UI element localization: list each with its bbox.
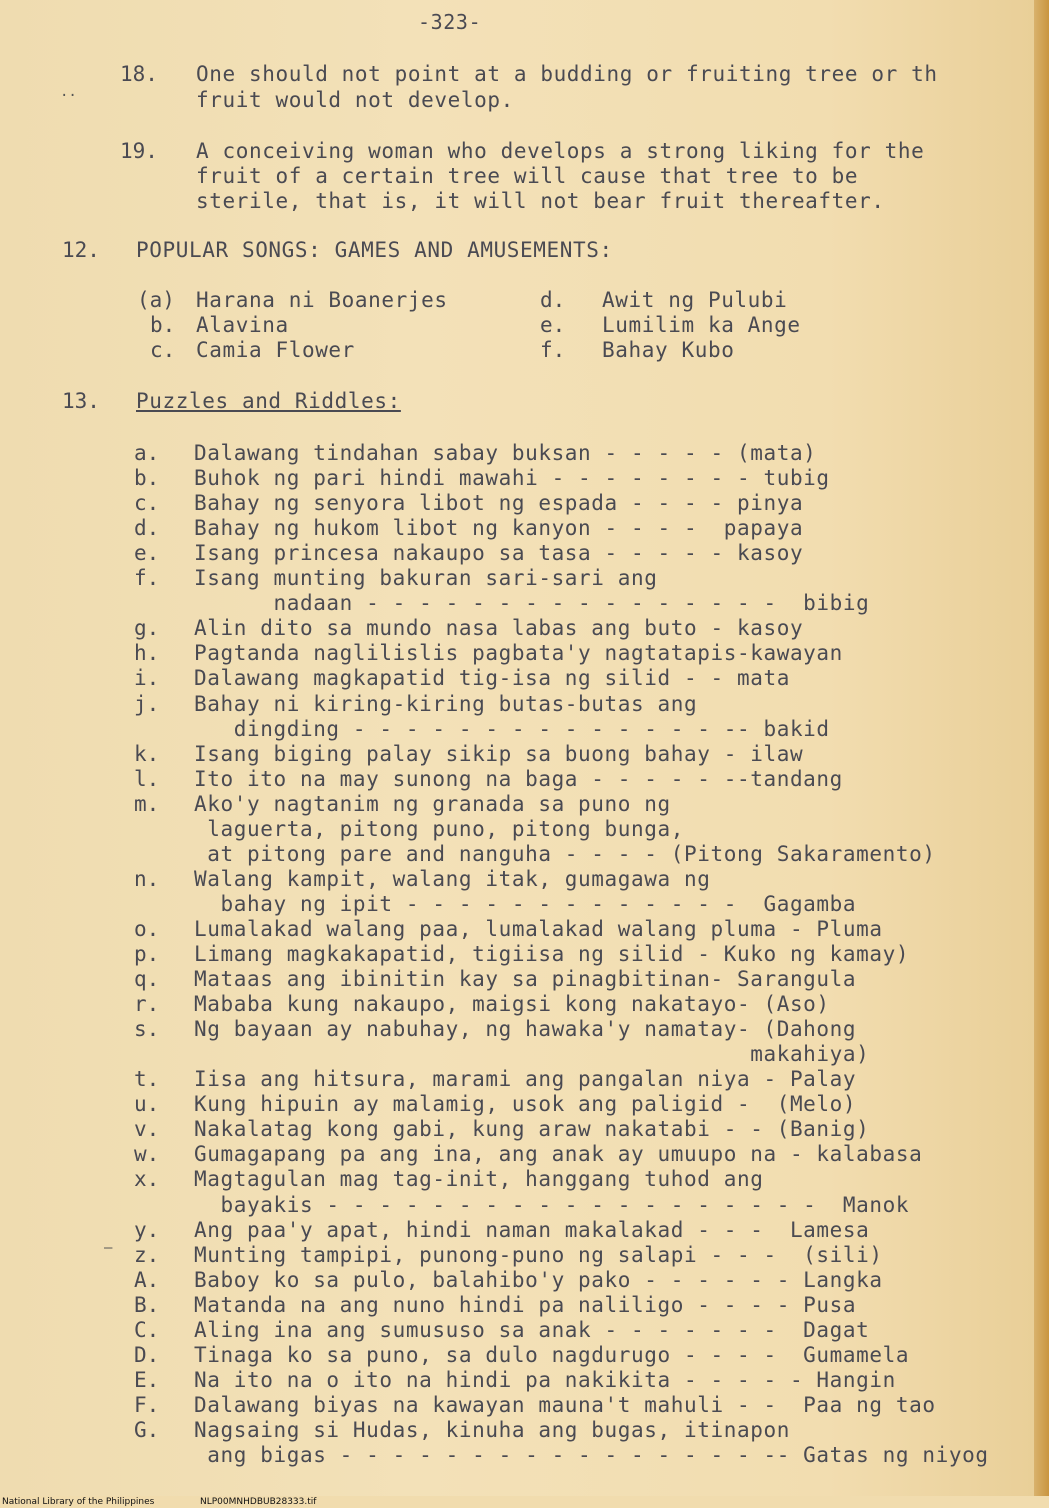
song-title: Camia Flower bbox=[196, 338, 355, 362]
riddle-label: y. bbox=[134, 1218, 160, 1242]
item-18-line: fruit would not develop. bbox=[196, 88, 514, 112]
riddle-text: laguerta, pitong puno, pitong bunga, bbox=[194, 817, 684, 841]
riddle-text: Aling ina ang sumususo sa anak - - - - - - - Dagat bbox=[194, 1318, 870, 1342]
section-12-number: 12. bbox=[62, 238, 100, 262]
riddle-label: h. bbox=[134, 641, 160, 665]
riddle-text: Ang paa'y apat, hindi naman makalakad - - - Lamesa bbox=[194, 1218, 870, 1242]
riddle-text: bahay ng ipit - - - - - - - - - - - - - Gagamba bbox=[194, 892, 857, 916]
riddle-text: nadaan - - - - - - - - - - - - - - - - bibig bbox=[194, 591, 870, 615]
riddle-label: a. bbox=[134, 441, 160, 465]
item-19-line: sterile, that is, it will not bear fruit thereafter. bbox=[196, 189, 885, 213]
riddle-text: Dalawang biyas na kawayan mauna't mahuli - - Paa ng tao bbox=[194, 1393, 936, 1417]
riddle-text: Ito ito na may sunong na baga - - - - - --tandang bbox=[194, 767, 843, 791]
riddle-text: Isang munting bakuran sari-sari ang bbox=[194, 566, 658, 590]
riddle-label: G. bbox=[134, 1418, 160, 1442]
riddle-text: Gumagapang pa ang ina, ang anak ay umuupo na - kalabasa bbox=[194, 1142, 923, 1166]
riddle-text: Nagsaing si Hudas, kinuha ang bugas, itinapon bbox=[194, 1418, 790, 1442]
riddle-label: f. bbox=[134, 566, 160, 590]
riddle-label: v. bbox=[134, 1117, 160, 1141]
riddle-label: c. bbox=[134, 491, 160, 515]
riddle-label: D. bbox=[134, 1343, 160, 1367]
footer-source: National Library of the Philippines bbox=[2, 1497, 155, 1507]
riddle-label: j. bbox=[134, 692, 160, 716]
song-label: (a) bbox=[137, 288, 175, 312]
riddle-label: g. bbox=[134, 616, 160, 640]
song-title: Harana ni Boanerjes bbox=[196, 288, 448, 312]
riddle-text: Nakalatag kong gabi, kung araw nakatabi - - (Banig) bbox=[194, 1117, 870, 1141]
riddle-label: s. bbox=[134, 1017, 160, 1041]
riddle-label: l. bbox=[134, 767, 160, 791]
riddle-text: Dalawang magkapatid tig-isa ng silid - - mata bbox=[194, 666, 790, 690]
riddle-text: Baboy ko sa pulo, balahibo'y pako - - - - - - Langka bbox=[194, 1268, 883, 1292]
song-label: c. bbox=[150, 338, 176, 362]
riddle-label: n. bbox=[134, 867, 160, 891]
riddle-label: z. bbox=[134, 1243, 160, 1267]
page-number: -323- bbox=[418, 10, 482, 34]
riddle-label: x. bbox=[134, 1167, 160, 1191]
riddle-label: o. bbox=[134, 917, 160, 941]
section-12-title: POPULAR SONGS: GAMES AND AMUSEMENTS: bbox=[136, 238, 613, 262]
song-title: Alavina bbox=[196, 313, 289, 337]
song-label: b. bbox=[150, 313, 176, 337]
item-19-line: fruit of a certain tree will cause that tree to be bbox=[196, 164, 859, 188]
riddle-text: at pitong pare and nanguha - - - - (Pitong Sakaramento) bbox=[194, 842, 936, 866]
riddle-label: C. bbox=[134, 1318, 160, 1342]
riddle-text: Mababa kung nakaupo, maigsi kong nakatayo- (Aso) bbox=[194, 992, 830, 1016]
song-label: e. bbox=[540, 313, 566, 337]
riddle-text: Matanda na ang nuno hindi pa naliligo - - - - Pusa bbox=[194, 1293, 857, 1317]
riddle-text: Ng bayaan ay nabuhay, ng hawaka'y namatay- (Dahong bbox=[194, 1017, 857, 1041]
riddle-label: w. bbox=[134, 1142, 160, 1166]
riddle-text: makahiya) bbox=[194, 1042, 870, 1066]
song-title: Lumilim ka Ange bbox=[602, 313, 801, 337]
riddle-label: r. bbox=[134, 992, 160, 1016]
riddle-text: Limang magkakapatid, tigiisa ng silid - Kuko ng kamay) bbox=[194, 942, 910, 966]
riddle-text: Bahay ni kiring-kiring butas-butas ang bbox=[194, 692, 698, 716]
song-title: Awit ng Pulubi bbox=[602, 288, 788, 312]
riddle-text: Dalawang tindahan sabay buksan - - - - - (mata) bbox=[194, 441, 817, 465]
page-edge bbox=[1034, 0, 1049, 1496]
riddle-label: u. bbox=[134, 1092, 160, 1116]
riddle-label: t. bbox=[134, 1067, 160, 1091]
riddle-label: B. bbox=[134, 1293, 160, 1317]
riddle-text: dingding - - - - - - - - - - - - - - -- bakid bbox=[194, 717, 830, 741]
riddle-label: d. bbox=[134, 516, 160, 540]
item-18-line: One should not point at a budding or fruiting tree or th bbox=[196, 62, 938, 86]
item-19-line: A conceiving woman who develops a strong liking for the bbox=[196, 139, 925, 163]
riddle-label: q. bbox=[134, 967, 160, 991]
item-19-number: 19. bbox=[120, 139, 158, 163]
riddle-label: k. bbox=[134, 742, 160, 766]
song-label: f. bbox=[540, 338, 566, 362]
riddle-text: Munting tampipi, punong-puno ng salapi - - - (sili) bbox=[194, 1243, 883, 1267]
riddle-text: Ako'y nagtanim ng granada sa puno ng bbox=[194, 792, 671, 816]
riddle-label: m. bbox=[134, 792, 160, 816]
riddle-text: Tinaga ko sa puno, sa dulo nagdurugo - - - - Gumamela bbox=[194, 1343, 910, 1367]
margin-mark: — bbox=[104, 1240, 113, 1256]
footer-filename: NLP00MNHDBUB28333.tif bbox=[200, 1497, 317, 1507]
riddle-text: Na ito na o ito na hindi pa nakikita - - - - - Hangin bbox=[194, 1368, 896, 1392]
riddle-text: Bahay ng hukom libot ng kanyon - - - - papaya bbox=[194, 516, 804, 540]
riddle-text: bayakis - - - - - - - - - - - - - - - - - - - Manok bbox=[194, 1193, 910, 1217]
riddle-label: b. bbox=[134, 466, 160, 490]
riddle-text: Magtagulan mag tag-init, hanggang tuhod ang bbox=[194, 1167, 764, 1191]
riddle-label: E. bbox=[134, 1368, 160, 1392]
riddle-text: Walang kampit, walang itak, gumagawa ng bbox=[194, 867, 711, 891]
item-18-number: 18. bbox=[120, 62, 158, 86]
riddle-label: A. bbox=[134, 1268, 160, 1292]
riddle-text: Kung hipuin ay malamig, usok ang paligid - (Melo) bbox=[194, 1092, 857, 1116]
riddle-text: Pagtanda naglilislis pagbata'y nagtatapis-kawayan bbox=[194, 641, 843, 665]
riddle-text: Iisa ang hitsura, marami ang pangalan niya - Palay bbox=[194, 1067, 857, 1091]
riddle-text: Isang princesa nakaupo sa tasa - - - - - kasoy bbox=[194, 541, 804, 565]
riddle-text: Bahay ng senyora libot ng espada - - - - pinya bbox=[194, 491, 804, 515]
margin-mark: ·· bbox=[60, 88, 77, 104]
song-title: Bahay Kubo bbox=[602, 338, 735, 362]
riddle-label: i. bbox=[134, 666, 160, 690]
riddle-label: F. bbox=[134, 1393, 160, 1417]
section-13-title: Puzzles and Riddles: bbox=[136, 389, 401, 413]
riddle-text: Isang biging palay sikip sa buong bahay - ilaw bbox=[194, 742, 804, 766]
riddle-text: Buhok ng pari hindi mawahi - - - - - - - - tubig bbox=[194, 466, 830, 490]
riddle-text: Alin dito sa mundo nasa labas ang buto - kasoy bbox=[194, 616, 804, 640]
riddle-text: Lumalakad walang paa, lumalakad walang pluma - Pluma bbox=[194, 917, 883, 941]
riddle-text: ang bigas - - - - - - - - - - - - - - - - -- Gatas ng niyog bbox=[194, 1443, 989, 1467]
riddle-text: Mataas ang ibinitin kay sa pinagbitinan- Sarangula bbox=[194, 967, 857, 991]
song-label: d. bbox=[540, 288, 566, 312]
section-13-number: 13. bbox=[62, 389, 100, 413]
riddle-label: e. bbox=[134, 541, 160, 565]
riddle-label: p. bbox=[134, 942, 160, 966]
